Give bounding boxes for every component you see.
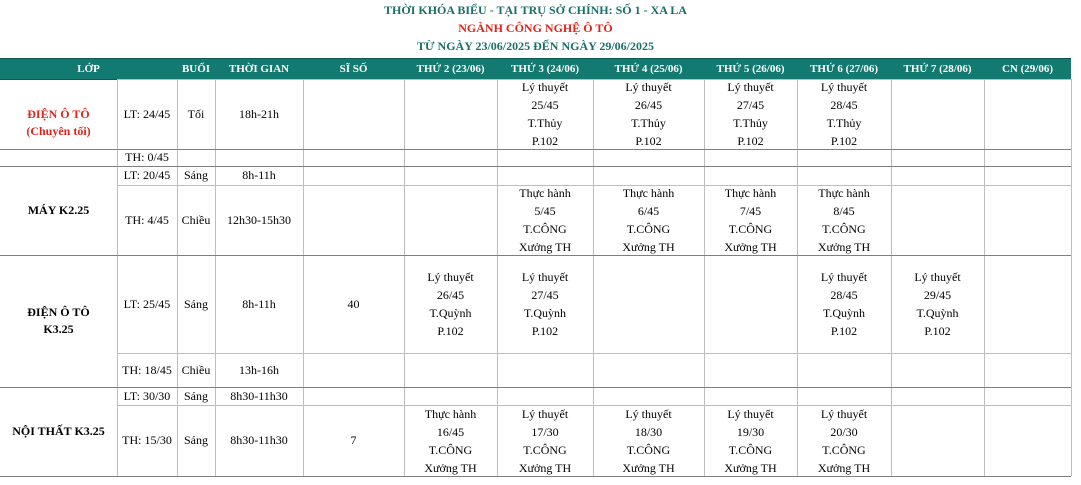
lesson-type: Lý thuyết: [914, 270, 961, 284]
lesson-entry: [622, 405, 674, 477]
lesson-progress: 16/45: [436, 424, 465, 439]
lesson-cell: [797, 185, 891, 255]
session-cell: Sáng: [184, 433, 208, 447]
lesson-entry: [519, 405, 571, 477]
lesson-room: P.102: [635, 134, 662, 148]
lesson-type: Lý thuyết: [521, 80, 569, 94]
lesson-cell: [497, 405, 593, 476]
column-header: LỚP: [77, 63, 100, 75]
class-name: ĐIỆN Ô TÔ: [27, 106, 90, 121]
lesson-type: Lý thuyết: [625, 80, 672, 94]
session-cell: [177, 149, 215, 166]
lesson-progress: 28/45: [830, 98, 858, 112]
lesson-teacher: T.CÔNG: [822, 442, 866, 457]
lesson-cell: [497, 185, 593, 255]
lesson-type: Lý thuyết: [820, 80, 868, 94]
column-header: THỜI GIAN: [228, 63, 290, 75]
lesson-entry: [622, 184, 674, 256]
lesson-progress: 28/45: [830, 288, 858, 302]
lesson-cell: [497, 79, 593, 149]
lesson-room: P.102: [531, 134, 559, 148]
title-major: NGÀNH CÔNG NGHỆ Ô TÔ: [458, 21, 613, 35]
lesson-progress: 26/45: [634, 98, 663, 112]
lesson-progress: 27/45: [531, 288, 559, 302]
column-header: THỨ 7 (28/06): [903, 63, 972, 75]
lesson-progress: 8/45: [833, 204, 855, 218]
session-cell: Chiều: [181, 362, 211, 377]
lesson-entry: [522, 268, 568, 340]
lesson-cell: [404, 405, 497, 476]
lesson-cell: [891, 255, 984, 353]
lesson-room: Xưởng TH: [622, 240, 675, 254]
lesson-entry: [821, 78, 867, 150]
lesson-room: Xưởng TH: [817, 240, 871, 254]
student-count-cell: [303, 79, 404, 149]
time-cell: 18h-21h: [239, 106, 279, 121]
lesson-cell: [593, 185, 704, 255]
lesson-cell: [704, 79, 797, 149]
lesson-entry: [727, 78, 773, 150]
lesson-teacher: T.CÔNG: [523, 442, 567, 457]
lesson-progress: 29/45: [923, 288, 952, 302]
grid-line-vertical: [984, 79, 985, 476]
lesson-type: Thực hành: [519, 186, 571, 200]
hours-progress: LT: 24/45: [123, 106, 171, 121]
session-cell: Sáng: [184, 168, 208, 182]
lesson-room: Xưởng TH: [817, 460, 871, 475]
lesson-type: Lý thuyết: [820, 406, 868, 421]
session-cell: Sáng: [184, 388, 208, 403]
lesson-room: Xưởng TH: [518, 240, 572, 254]
lesson-entry: [914, 268, 960, 340]
lesson-type: Thực hành: [424, 406, 477, 421]
time-cell: 12h30-15h30: [227, 212, 291, 227]
class-subtitle: (Chuyên tối): [26, 123, 91, 138]
lesson-teacher: T.CÔNG: [822, 222, 866, 236]
student-count-cell: 40: [347, 296, 360, 311]
lesson-room: P.102: [830, 134, 858, 148]
hours-progress: TH: 15/30: [122, 433, 172, 447]
lesson-progress: 25/45: [531, 98, 559, 112]
title-main: THỜI KHÓA BIỂU - TẠI TRỤ SỞ CHÍNH: SỐ 1 - XA LA: [384, 3, 687, 17]
hours-progress: TH: 4/45: [125, 212, 169, 227]
lesson-progress: 20/30: [830, 424, 858, 439]
lesson-entry: [724, 405, 776, 477]
column-header: BUỔI: [181, 63, 211, 75]
lesson-teacher: T.CÔNG: [728, 442, 773, 457]
lesson-progress: 17/30: [531, 424, 559, 439]
lesson-type: Lý thuyết: [727, 80, 774, 94]
lesson-teacher: T.Quỳnh: [523, 306, 567, 320]
student-count-cell: [303, 185, 404, 255]
hours-progress: TH: 0/45: [125, 150, 169, 164]
lesson-room: Xưởng TH: [724, 460, 777, 475]
lesson-teacher: T.CÔNG: [523, 222, 567, 236]
lesson-entry: [519, 184, 571, 256]
lesson-progress: 7/45: [739, 204, 762, 218]
lesson-cell: [593, 79, 704, 149]
hours-progress: LT: 25/45: [123, 296, 171, 311]
class-name-cell: [0, 166, 117, 255]
class-subtitle: K3.25: [43, 322, 74, 336]
lesson-entry: [522, 78, 568, 150]
session-cell: Tối: [187, 106, 205, 121]
column-header: THỨ 2 (23/06): [416, 63, 485, 75]
lesson-cell: [797, 405, 891, 476]
lesson-cell: [704, 405, 797, 476]
class-name: MÁY K2.25: [27, 203, 90, 217]
lesson-room: Xưởng TH: [622, 460, 675, 475]
lesson-entry: [821, 268, 867, 340]
class-name-cell: [0, 79, 117, 166]
lesson-room: P.102: [830, 324, 858, 338]
lesson-entry: [818, 184, 870, 256]
lesson-type: Thực hành: [818, 186, 870, 200]
lesson-entry: [424, 405, 476, 477]
lesson-room: Xưởng TH: [724, 240, 777, 254]
lesson-teacher: T.Thủy: [826, 116, 862, 130]
grid-line-vertical: [1071, 79, 1072, 476]
column-header: THỨ 6 (27/06): [809, 63, 879, 75]
lesson-teacher: T.CÔNG: [728, 222, 773, 236]
hours-progress: LT: 20/45: [123, 168, 171, 182]
column-header: THỨ 4 (25/06): [614, 63, 683, 75]
lesson-room: P.102: [437, 324, 464, 338]
lesson-teacher: T.Quỳnh: [429, 306, 472, 320]
lesson-cell: [593, 405, 704, 476]
time-cell: 8h30-11h30: [230, 388, 288, 403]
lesson-progress: 5/45: [534, 204, 556, 218]
lesson-entry: [427, 268, 473, 340]
lesson-room: P.102: [737, 134, 764, 148]
lesson-teacher: T.CÔNG: [626, 442, 671, 457]
hours-progress: LT: 30/30: [123, 388, 171, 403]
lesson-type: Lý thuyết: [427, 270, 474, 284]
lesson-entry: [625, 78, 671, 150]
time-cell: 8h-11h: [242, 168, 276, 182]
student-count-cell: [303, 353, 404, 387]
column-header: CN (29/06): [1001, 63, 1054, 75]
lesson-cell: [497, 255, 593, 353]
lesson-type: Lý thuyết: [521, 406, 569, 421]
lesson-cell: [797, 255, 891, 353]
lesson-room: P.102: [531, 324, 559, 338]
time-cell: 8h-11h: [242, 296, 276, 311]
column-header: THỨ 3 (24/06): [510, 63, 580, 75]
time-cell: 13h-16h: [239, 362, 279, 377]
lesson-entry: [724, 184, 776, 256]
column-header: SĨ SỐ: [339, 63, 368, 75]
time-cell: 8h30-11h30: [230, 433, 288, 447]
lesson-teacher: T.Quỳnh: [916, 306, 959, 320]
lesson-type: Lý thuyết: [521, 270, 569, 284]
column-header: THỨ 5 (26/06): [716, 63, 785, 75]
title-date-range: TỪ NGÀY 23/06/2025 ĐẾN NGÀY 29/06/2025: [417, 39, 654, 53]
lesson-progress: 26/45: [436, 288, 465, 302]
class-name-cell: [0, 387, 117, 476]
session-cell: Sáng: [184, 296, 208, 311]
lesson-cell: [704, 185, 797, 255]
student-count-cell: [303, 166, 404, 185]
lesson-type: Lý thuyết: [727, 406, 774, 421]
lesson-cell: [797, 79, 891, 149]
lesson-teacher: T.CÔNG: [626, 222, 671, 236]
lesson-progress: 27/45: [736, 98, 765, 112]
lesson-teacher: T.Quỳnh: [822, 306, 866, 320]
lesson-teacher: T.Thủy: [733, 116, 768, 130]
session-cell: Chiều: [181, 212, 211, 227]
lesson-cell: [404, 255, 497, 353]
lesson-progress: 19/30: [736, 424, 765, 439]
class-name: NỘI THẤT K3.25: [12, 424, 105, 438]
lesson-room: Xưởng TH: [424, 460, 477, 475]
lesson-progress: 18/30: [634, 424, 663, 439]
hours-progress: TH: 18/45: [122, 362, 172, 377]
lesson-teacher: T.Thủy: [631, 116, 666, 130]
lesson-type: Thực hành: [724, 186, 777, 200]
schedule-header-row: [0, 58, 1071, 80]
lesson-entry: [818, 405, 870, 477]
lesson-room: Xưởng TH: [518, 460, 572, 475]
lesson-type: Lý thuyết: [625, 406, 672, 421]
student-count-cell: [303, 387, 404, 405]
lesson-type: Lý thuyết: [820, 270, 868, 284]
lesson-teacher: T.Thủy: [527, 116, 563, 130]
lesson-progress: 6/45: [637, 204, 660, 218]
lesson-teacher: T.CÔNG: [428, 442, 473, 457]
lesson-room: P.102: [924, 324, 951, 338]
class-name: ĐIỆN Ô TÔ: [27, 305, 90, 319]
lesson-type: Thực hành: [622, 186, 675, 200]
time-cell: [215, 149, 303, 166]
class-name-cell: [0, 255, 117, 387]
student-count-cell: 7: [350, 433, 357, 447]
student-count-cell: [303, 149, 404, 166]
